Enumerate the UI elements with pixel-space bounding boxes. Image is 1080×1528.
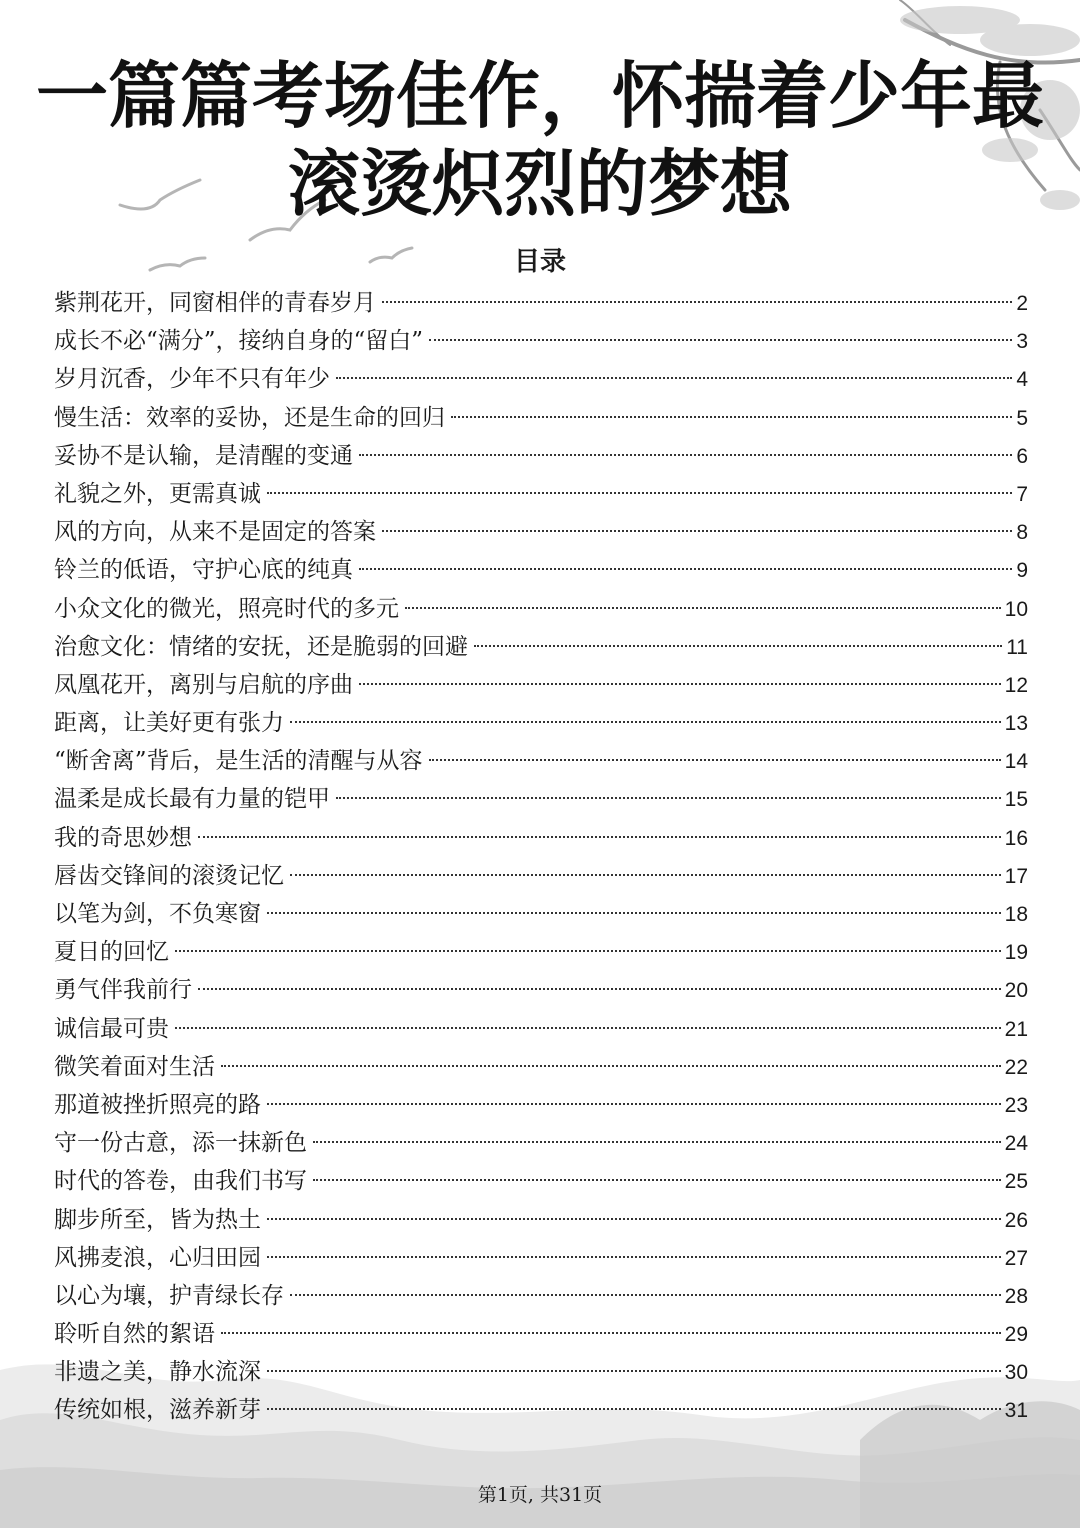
toc-dot-leader: [267, 912, 1001, 914]
toc-dot-leader: [198, 836, 1001, 838]
toc-entry-page-number: 26: [1004, 1208, 1028, 1232]
toc-entry[interactable]: [54, 704, 1028, 742]
toc-entry-title: 唇齿交锋间的滚烫记忆: [54, 862, 284, 889]
toc-entry-page-number: 13: [1004, 712, 1028, 736]
toc-entry-title: 温柔是成长最有力量的铠甲: [54, 786, 330, 813]
toc-entry-page-number: 28: [1004, 1284, 1028, 1308]
toc-entry-title: 岁月沉香，少年不只有年少: [54, 366, 330, 393]
toc-entry-page-number: 15: [1004, 788, 1028, 812]
toc-entry-page-number: 14: [1004, 750, 1028, 774]
toc-entry[interactable]: [54, 551, 1028, 589]
toc-entry-page-number: 27: [1004, 1246, 1028, 1270]
toc-dot-leader: [290, 1294, 1001, 1296]
toc-entry[interactable]: [54, 1124, 1028, 1162]
toc-entry[interactable]: [54, 857, 1028, 895]
toc-entry[interactable]: [54, 1162, 1028, 1200]
toc-entry-page-number: 5: [1016, 406, 1028, 430]
toc-entry[interactable]: [54, 1010, 1028, 1048]
toc-entry[interactable]: [54, 399, 1028, 437]
toc-entry-title: 时代的答卷，由我们书写: [54, 1168, 307, 1195]
toc-dot-leader: [267, 1218, 1001, 1220]
toc-entry-page-number: 25: [1004, 1170, 1028, 1194]
toc-dot-leader: [313, 1141, 1001, 1143]
toc-entry-title: 铃兰的低语，守护心底的纯真: [54, 557, 353, 584]
toc-dot-leader: [290, 721, 1001, 723]
toc-dot-leader: [359, 454, 1012, 456]
toc-dot-leader: [382, 301, 1012, 303]
toc-entry-title: 距离，让美好更有张力: [54, 710, 284, 737]
toc-entry[interactable]: [54, 780, 1028, 818]
toc-entry[interactable]: [54, 1353, 1028, 1391]
toc-entry-title: 成长不必“满分”，接纳自身的“留白”: [54, 328, 424, 355]
toc-entry-title: 勇气伴我前行: [54, 977, 192, 1004]
toc-entry-title: 夏日的回忆: [54, 939, 169, 966]
toc-entry-page-number: 8: [1016, 521, 1028, 545]
toc-entry-page-number: 22: [1004, 1055, 1028, 1079]
toc-entry[interactable]: [54, 322, 1028, 360]
toc-dot-leader: [313, 1179, 1001, 1181]
toc-dot-leader: [267, 1408, 1001, 1410]
toc-dot-leader: [221, 1332, 1001, 1334]
toc-entry-title: 紫荆花开，同窗相伴的青春岁月: [54, 290, 376, 316]
toc-entry-page-number: 11: [1006, 635, 1028, 659]
toc-entry-page-number: 31: [1004, 1399, 1028, 1423]
toc-dot-leader: [451, 416, 1012, 418]
toc-entry-page-number: 7: [1016, 482, 1028, 506]
toc-entry-title: 风的方向，从来不是固定的答案: [54, 519, 376, 546]
toc-entry[interactable]: [54, 284, 1028, 322]
toc-entry[interactable]: [54, 1086, 1028, 1124]
toc-dot-leader: [429, 339, 1012, 341]
toc-dot-leader: [267, 1256, 1001, 1258]
toc-entry-title: 非遗之美，静水流深: [54, 1359, 261, 1386]
toc-entry[interactable]: [54, 1239, 1028, 1277]
toc-entry[interactable]: [54, 895, 1028, 933]
toc-dot-leader: [429, 759, 1001, 761]
toc-entry-page-number: 2: [1016, 292, 1028, 315]
toc-entry-title: 那道被挫折照亮的路: [54, 1091, 261, 1118]
toc-entry-page-number: 29: [1004, 1323, 1028, 1347]
toc-entry-page-number: 6: [1016, 444, 1028, 468]
toc-entry-page-number: 19: [1004, 941, 1028, 965]
toc-dot-leader: [336, 797, 1001, 799]
toc-entry[interactable]: [54, 1391, 1028, 1429]
page-title-line-2: 滚烫炽烈的梦想: [287, 142, 792, 226]
toc-entry-page-number: 16: [1004, 826, 1028, 850]
toc-dot-leader: [405, 607, 1001, 609]
toc-entry-title: 微笑着面对生活: [54, 1053, 215, 1080]
toc-dot-leader: [359, 568, 1012, 570]
toc-entry-title: “断舍离”背后，是生活的清醒与从容: [54, 748, 423, 775]
toc-entry-page-number: 23: [1004, 1093, 1028, 1117]
toc-dot-leader: [336, 377, 1012, 379]
toc-entry-title: 礼貌之外，更需真诚: [54, 480, 261, 507]
toc-entry[interactable]: [54, 1277, 1028, 1315]
toc-entry-title: 我的奇思妙想: [54, 824, 192, 851]
toc-dot-leader: [359, 683, 1001, 685]
toc-entry-page-number: 20: [1004, 979, 1028, 1003]
toc-entry-page-number: 18: [1004, 903, 1028, 926]
toc-entry[interactable]: [54, 437, 1028, 475]
toc-heading: 目录: [513, 247, 566, 277]
table-of-contents: [54, 284, 1028, 1430]
toc-entry-title: 以心为壤，护青绿长存: [54, 1282, 284, 1309]
toc-entry-page-number: 9: [1016, 559, 1028, 583]
toc-entry[interactable]: [54, 1201, 1028, 1239]
toc-entry-title: 以笔为剑，不负寒窗: [54, 901, 261, 927]
toc-entry-title: 传统如根，滋养新芽: [54, 1397, 261, 1424]
toc-entry-title: 小众文化的微光，照亮时代的多元: [54, 595, 399, 622]
toc-entry-page-number: 21: [1004, 1017, 1028, 1041]
toc-dot-leader: [267, 1103, 1001, 1105]
toc-dot-leader: [198, 988, 1001, 990]
toc-dot-leader: [175, 950, 1001, 952]
toc-entry[interactable]: [54, 1048, 1028, 1086]
toc-entry-page-number: 10: [1004, 597, 1028, 621]
page-title: [0, 52, 1080, 228]
toc-dot-leader: [474, 645, 1002, 647]
toc-entry[interactable]: [54, 742, 1028, 780]
toc-entry-page-number: 30: [1004, 1361, 1028, 1385]
toc-entry-title: 聆听自然的絮语: [54, 1321, 215, 1348]
toc-entry[interactable]: [54, 971, 1028, 1009]
toc-entry[interactable]: [54, 933, 1028, 971]
toc-entry[interactable]: [54, 513, 1028, 551]
toc-dot-leader: [175, 1027, 1001, 1029]
toc-entry-title: 治愈文化：情绪的安抚，还是脆弱的回避: [54, 633, 468, 660]
toc-entry-title: 守一份古意，添一抹新色: [54, 1130, 307, 1157]
toc-entry[interactable]: [54, 590, 1028, 628]
toc-entry-page-number: 4: [1016, 368, 1028, 392]
toc-entry-page-number: 3: [1016, 330, 1028, 354]
toc-entry[interactable]: [54, 819, 1028, 857]
toc-entry[interactable]: [54, 666, 1028, 704]
toc-entry-title: 慢生活：效率的妥协，还是生命的回归: [54, 404, 445, 431]
toc-entry-title: 凤凰花开，离别与启航的序曲: [54, 671, 353, 698]
toc-dot-leader: [290, 874, 1001, 876]
page-footer: 第1页, 共31页: [477, 1484, 603, 1506]
toc-entry-title: 风拂麦浪，心归田园: [54, 1244, 261, 1271]
toc-entry[interactable]: [54, 475, 1028, 513]
toc-dot-leader: [382, 530, 1012, 532]
toc-dot-leader: [267, 492, 1012, 494]
toc-entry[interactable]: [54, 1315, 1028, 1353]
toc-entry-title: 妥协不是认输，是清醒的变通: [54, 442, 353, 469]
toc-entry-title: 诚信最可贵: [54, 1015, 169, 1042]
page-title-line-1: 一篇篇考场佳作，怀揣着少年最: [35, 54, 1044, 138]
toc-entry[interactable]: [54, 628, 1028, 666]
toc-entry-page-number: 24: [1004, 1132, 1028, 1156]
toc-dot-leader: [221, 1065, 1001, 1067]
toc-entry-page-number: 17: [1004, 864, 1028, 888]
toc-entry[interactable]: [54, 360, 1028, 398]
toc-entry-title: 脚步所至，皆为热土: [54, 1206, 261, 1233]
toc-entry-page-number: 12: [1004, 673, 1028, 697]
toc-dot-leader: [267, 1370, 1001, 1372]
